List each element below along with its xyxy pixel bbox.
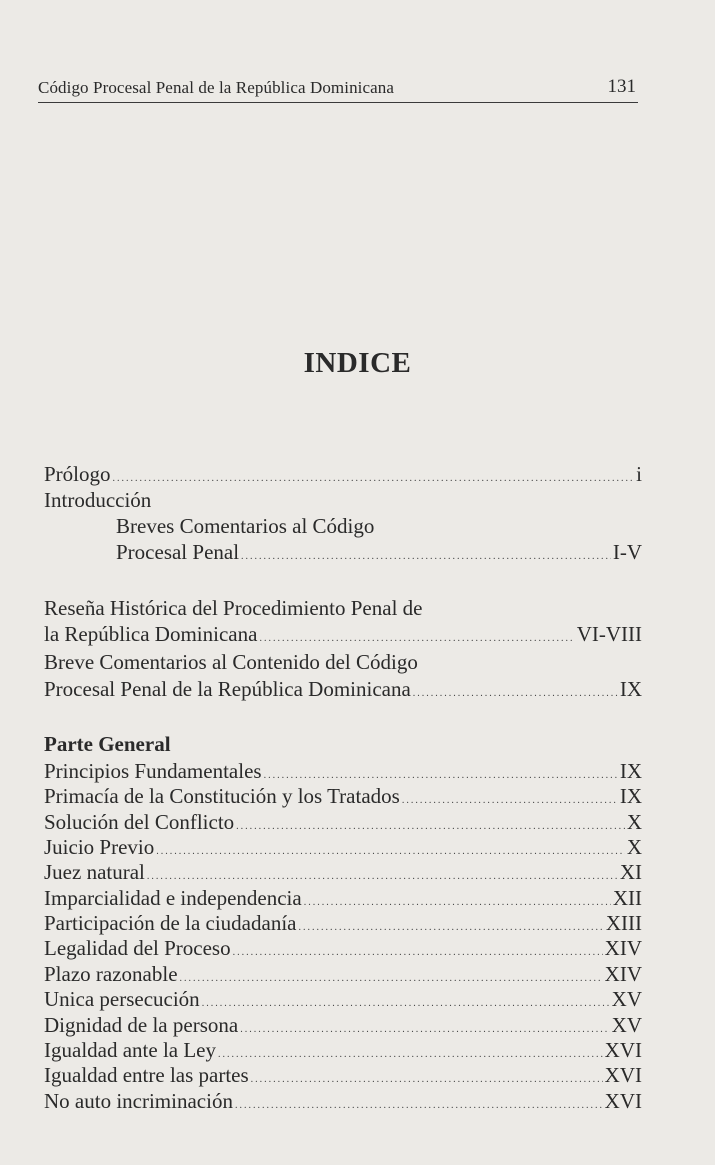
toc-entry-page: XII bbox=[612, 885, 642, 910]
toc-entry-breve-line1: Breve Comentarios al Contenido del Código bbox=[44, 650, 418, 674]
toc-entry-label: Procesal Penal bbox=[116, 540, 240, 564]
page-title: INDICE bbox=[303, 347, 412, 379]
toc-entry-label: Primacía de la Constitución y los Tratados bbox=[44, 784, 400, 809]
toc-entry[interactable] bbox=[44, 910, 642, 936]
toc-entry-label: Procesal Penal de la República Dominicana bbox=[44, 677, 411, 701]
toc-entry-label: Dignidad de la persona bbox=[44, 1012, 239, 1037]
dot-leader bbox=[241, 544, 611, 570]
toc-entry-label: No auto incriminación bbox=[44, 1088, 233, 1113]
toc-entry-page: XV bbox=[611, 1012, 642, 1037]
toc-entry-page: XV bbox=[611, 987, 642, 1012]
toc-entry-breve-comentarios[interactable] bbox=[44, 676, 642, 702]
toc-entry[interactable] bbox=[44, 1037, 642, 1063]
toc-entry[interactable] bbox=[44, 1062, 642, 1088]
toc-entry-breves-comentarios[interactable] bbox=[116, 539, 642, 565]
toc-entry-prologo[interactable] bbox=[44, 461, 642, 487]
toc-entry-label: Principios Fundamentales bbox=[44, 759, 262, 783]
toc-entry[interactable] bbox=[44, 986, 642, 1012]
toc-entry-page: XI bbox=[619, 860, 642, 885]
dot-leader bbox=[113, 466, 635, 492]
toc-entry-label: Unica persecución bbox=[44, 987, 200, 1012]
toc-entry[interactable] bbox=[44, 961, 642, 987]
toc-entry-page: i bbox=[636, 462, 642, 486]
toc-entry[interactable] bbox=[44, 834, 642, 860]
toc-entry-page: XIV bbox=[604, 961, 642, 986]
toc-entry-label: la República Dominicana bbox=[44, 622, 258, 646]
toc-entry-label: Juicio Previo bbox=[44, 835, 155, 860]
toc-entry-page: XVI bbox=[604, 1063, 642, 1088]
toc-entry[interactable] bbox=[44, 783, 642, 809]
toc-entry[interactable] bbox=[44, 1088, 642, 1114]
toc-entry-introduccion[interactable]: Introducción bbox=[44, 488, 152, 512]
toc-entry-page: XVI bbox=[604, 1088, 642, 1113]
toc-entry-label: Solución del Conflicto bbox=[44, 809, 235, 834]
toc-entry-label: Participación de la ciudadanía bbox=[44, 911, 297, 936]
toc-entry[interactable] bbox=[44, 859, 642, 885]
toc-entry-label: Imparcialidad e independencia bbox=[44, 885, 302, 910]
toc-entry-page: X bbox=[626, 809, 642, 834]
toc-entry-page: IX bbox=[619, 784, 642, 809]
dot-leader bbox=[413, 681, 618, 707]
toc-entry[interactable] bbox=[44, 935, 642, 961]
toc-entry-page: I-V bbox=[612, 540, 642, 564]
toc-entry-page: XIV bbox=[604, 936, 642, 961]
toc-entry-label: Plazo razonable bbox=[44, 961, 178, 986]
running-title: Código Procesal Penal de la República Dominicana bbox=[38, 78, 395, 97]
toc-entry-page: VI-VIII bbox=[576, 622, 642, 646]
section-heading-parte-general: Parte General bbox=[44, 732, 171, 756]
toc-entry-label: Igualdad entre las partes bbox=[44, 1063, 249, 1088]
page-number: 131 bbox=[607, 76, 636, 97]
toc-entry-breves-line1: Breves Comentarios al Código bbox=[116, 514, 375, 538]
running-header bbox=[38, 76, 638, 103]
toc-entry-page: X bbox=[626, 835, 642, 860]
toc-entry-page: XVI bbox=[604, 1037, 642, 1062]
toc-entry-resena-historica[interactable] bbox=[44, 621, 642, 647]
toc-entry-resena-line1: Reseña Histórica del Procedimiento Penal de bbox=[44, 596, 423, 620]
toc-entry-label: Prólogo bbox=[44, 462, 111, 486]
toc-entry[interactable] bbox=[44, 809, 642, 835]
toc-entry[interactable] bbox=[44, 758, 642, 784]
toc-entry-label: Legalidad del Proceso bbox=[44, 936, 231, 961]
toc-entry-label: Juez natural bbox=[44, 860, 145, 885]
toc-entry-page: IX bbox=[619, 677, 642, 701]
toc-entry[interactable] bbox=[44, 1012, 642, 1038]
toc-entry-page: IX bbox=[619, 759, 642, 783]
toc-entry[interactable] bbox=[44, 885, 642, 911]
dot-leader bbox=[235, 1093, 603, 1119]
toc-entry-page: XIII bbox=[605, 911, 642, 936]
toc-entry-label: Igualdad ante la Ley bbox=[44, 1037, 216, 1062]
